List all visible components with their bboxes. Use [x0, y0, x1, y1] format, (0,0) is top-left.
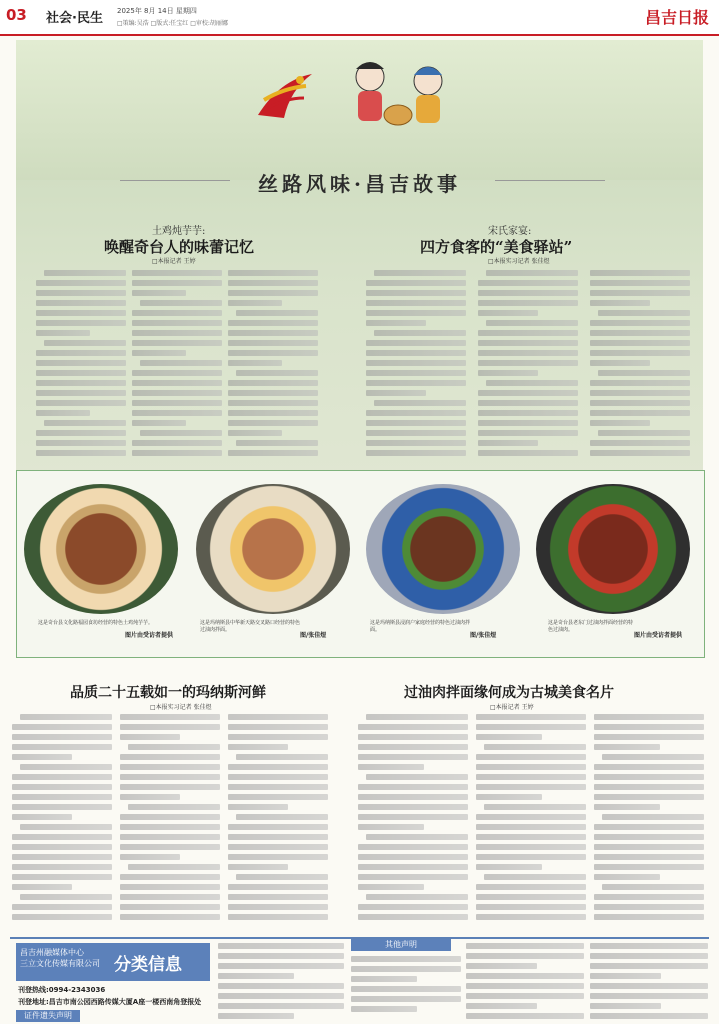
story1-column-3 [228, 270, 318, 466]
story2-headline: 四方食客的“美食驿站” [420, 238, 573, 256]
article2-headline: 过油肉拌面缘何成为古城美食名片 [404, 685, 614, 701]
photo1-caption: 这是奇台县文化路福园食坊经营的特色土鸡炖芋芋。 [38, 620, 154, 626]
other-notice-label: 其他声明 [351, 939, 451, 951]
classifieds-notices-3 [466, 943, 584, 1019]
issue-date: 2025年 8月 14日 星期四 [117, 7, 197, 15]
story2-byline: □本报实习记者 张佳煜 [488, 258, 550, 265]
photo-guoyourou [536, 484, 690, 614]
feature-banner: 丝路风味·昌吉故事 [258, 172, 461, 196]
classifieds-notices-1 [218, 943, 344, 1019]
classifieds-header [16, 943, 210, 981]
article1-column-2 [120, 714, 220, 930]
classifieds-notices-4 [590, 943, 708, 1019]
article2-column-1 [358, 714, 468, 930]
article2-byline: □本报记者 王婷 [490, 704, 534, 711]
festival-logo [250, 60, 320, 130]
photo-chicken-stew [24, 484, 178, 614]
photo2-caption: 这是玛纳斯县中华新天路交叉路口经营的特色过油肉拌面。 [200, 620, 301, 633]
classifieds-org: 昌吉州融媒体中心 三立文化传媒有限公司 [20, 948, 100, 968]
story2-column-2 [478, 270, 578, 466]
section-title: 社会·民生 [46, 11, 103, 26]
article1-byline: □本报实习记者 张佳煜 [150, 704, 212, 711]
article1-column-1 [12, 714, 112, 930]
article1-headline: 品质二十五载如一的玛纳斯河鲜 [70, 685, 266, 701]
mascot-illustration [330, 55, 470, 135]
photo2-credit: 图/张佳煜 [300, 632, 327, 639]
lost-certificate-label: 证件遗失声明 [16, 1010, 80, 1022]
photo4-credit: 图片由受访者提供 [634, 632, 683, 639]
photo3-credit: 图/张佳煜 [470, 632, 497, 639]
classifieds-address: 刊登地址:昌吉市南公园西路传媒大厦A座一楼西南角登报处 [18, 998, 202, 1006]
banner-rule-right [495, 180, 605, 181]
story1-column-1 [36, 270, 126, 466]
photo-fried-noodles [196, 484, 350, 614]
story2-column-3 [590, 270, 690, 466]
photo4-caption: 这是奇台县老东门过油肉拌面经营的特色过油肉。 [548, 620, 634, 633]
photo3-caption: 这是玛纳斯县浸润户家庭经营的特色过油肉拌面。 [370, 620, 471, 633]
article2-column-3 [594, 714, 704, 930]
classifieds-title: 分类信息 [114, 955, 182, 975]
photo1-credit: 图片由受访者提供 [125, 632, 174, 639]
editor-credits: □策编:吴浩 □版式:任宝红 □审校:胡丽娜 [117, 20, 228, 27]
article1-column-3 [228, 714, 328, 930]
story1-kicker: 土鸡炖芋芋: [152, 226, 206, 237]
story1-byline: □本报记者 王婷 [152, 258, 196, 265]
story2-column-1 [366, 270, 466, 466]
page-header [0, 0, 719, 36]
page-number: 03 [6, 6, 27, 24]
photo-oil-meat-noodles [366, 484, 520, 614]
story1-column-2 [132, 270, 222, 466]
classifieds-phone: 刊登热线:0994-2343036 [18, 986, 106, 994]
article2-column-2 [476, 714, 586, 930]
story1-headline: 唤醒奇台人的味蕾记忆 [104, 238, 255, 256]
story2-kicker: 宋氏家宴: [488, 226, 532, 237]
classifieds-notices-2 [351, 956, 461, 1018]
newspaper-logo: 昌吉日报 [644, 8, 709, 27]
